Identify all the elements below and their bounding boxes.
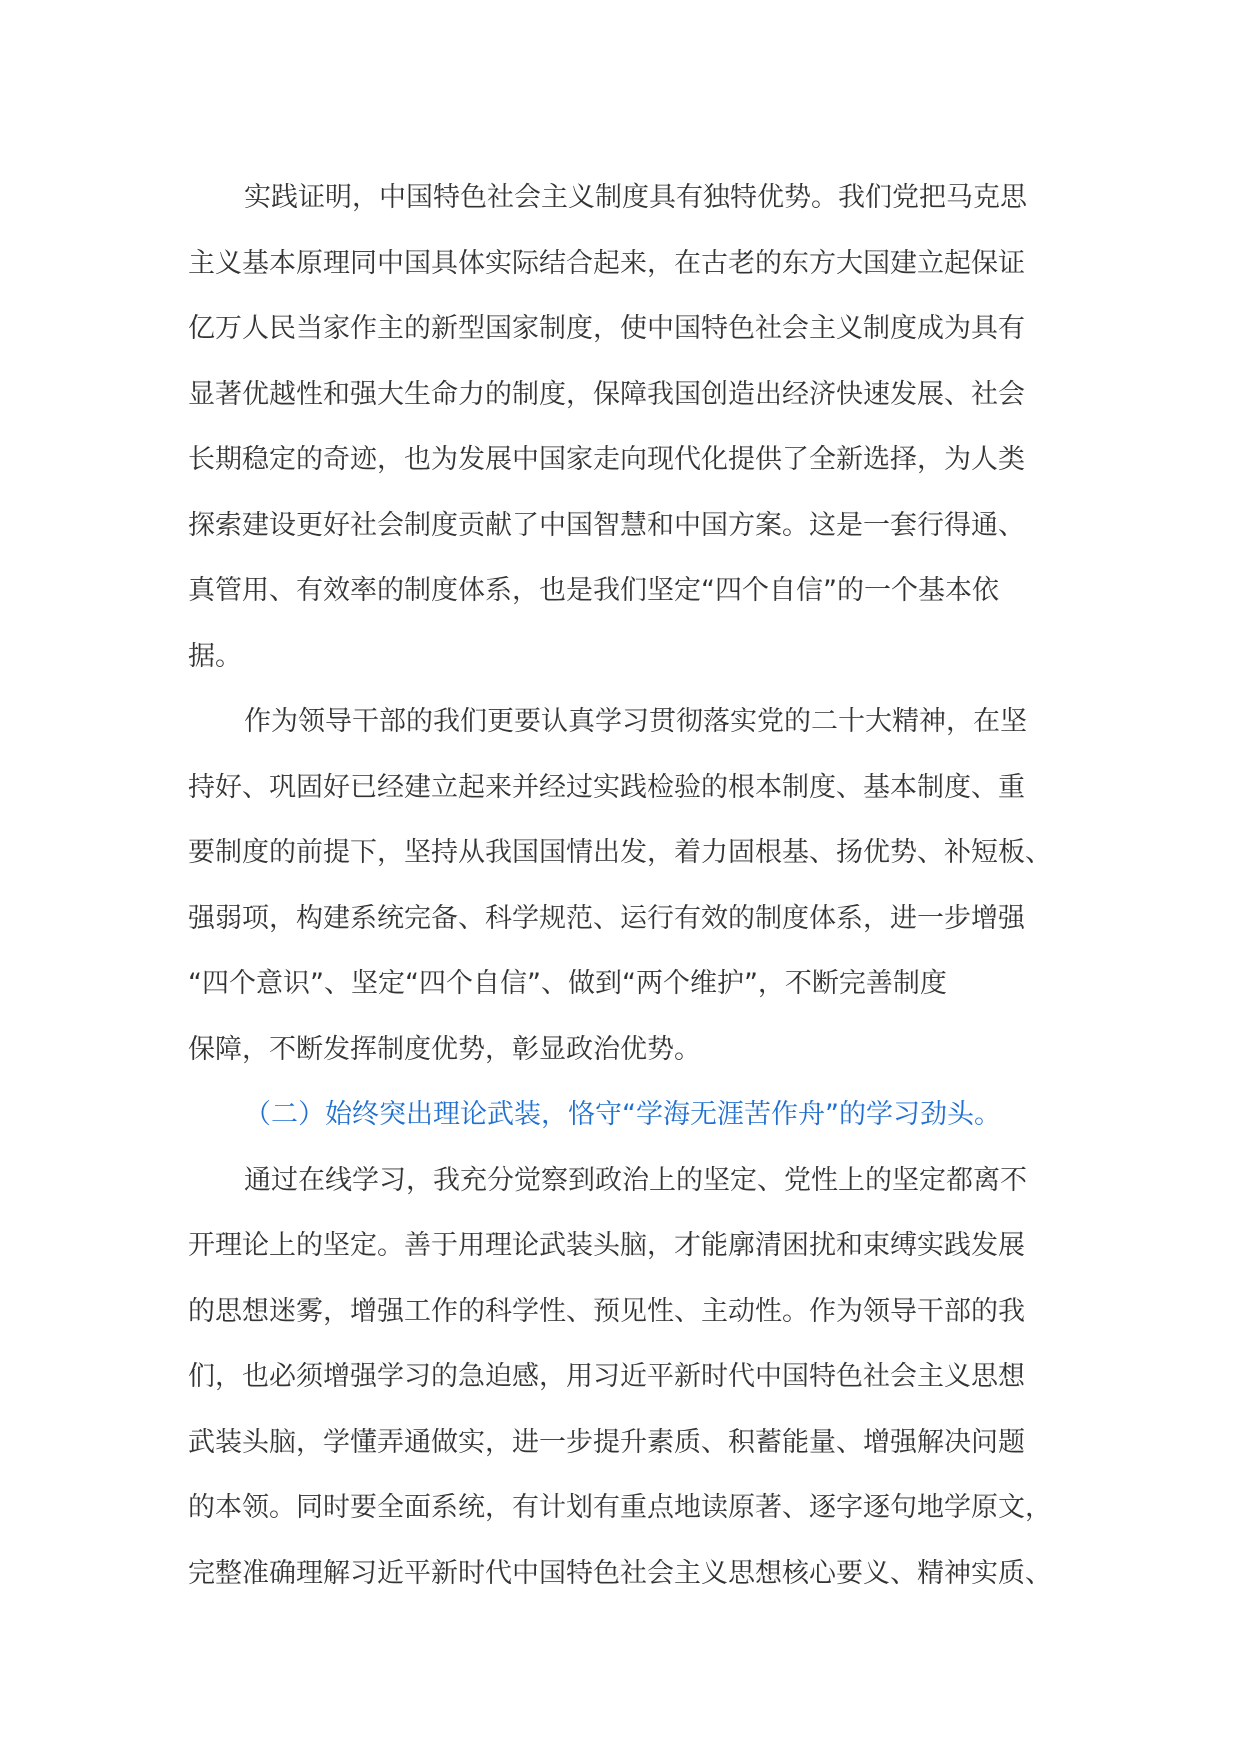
paragraph-line: 亿万人民当家作主的新型国家制度，使中国特色社会主义制度成为具有 <box>188 313 1025 344</box>
paragraph-line: 们，也必须增强学习的急迫感，用习近平新时代中国特色社会主义思想 <box>188 1361 1025 1392</box>
paragraph-line: 长期稳定的奇迹，也为发展中国家走向现代化提供了全新选择，为人类 <box>188 444 1025 475</box>
paragraph-line: 作为领导干部的我们更要认真学习贯彻落实党的二十大精神，在坚 <box>244 706 1027 737</box>
paragraph-line: 主义基本原理同中国具体实际结合起来，在古老的东方大国建立起保证 <box>188 247 1025 279</box>
paragraph-line: 要制度的前提下，坚持从我国国情出发，着力固根基、扬优势、补短板、 <box>188 837 1052 868</box>
paragraph-line: 的思想迷雾，增强工作的科学性、预见性、主动性。作为领导干部的我 <box>188 1295 1025 1327</box>
paragraph-line: 显著优越性和强大生命力的制度，保障我国创造出经济快速发展、社会 <box>188 378 1025 410</box>
paragraph-line: 武装头脑，学懂弄通做实，进一步提升素质、积蓄能量、增强解决问题 <box>188 1426 1025 1458</box>
paragraph-line: 的本领。同时要全面系统，有计划有重点地读原著、逐字逐句地学原文， <box>188 1492 1052 1523</box>
paragraph-line: 真管用、有效率的制度体系，也是我们坚定“四个自信”的一个基本依 <box>188 575 999 606</box>
paragraph-line: 探索建设更好社会制度贡献了中国智慧和中国方案。这是一套行得通、 <box>188 509 1025 541</box>
paragraph-line: 持好、巩固好已经建立起来并经过实践检验的根本制度、基本制度、重 <box>188 771 1025 803</box>
paragraph-line: 据。 <box>188 640 242 672</box>
paragraph-line: 强弱项，构建系统完备、科学规范、运行有效的制度体系，进一步增强 <box>188 902 1025 934</box>
paragraph-line: 保障，不断发挥制度优势，彰显政治优势。 <box>188 1033 701 1065</box>
paragraph-line: 完整准确理解习近平新时代中国特色社会主义思想核心要义、精神实质、 <box>188 1557 1052 1589</box>
document-body <box>188 165 1052 1606</box>
section-heading: （二）始终突出理论武装，恪守“学海无涯苦作舟”的学习劲头。 <box>244 1099 1001 1130</box>
paragraph-line: 开理论上的坚定。善于用理论武装头脑，才能廓清困扰和束缚实践发展 <box>188 1230 1025 1261</box>
paragraph-line: 通过在线学习，我充分觉察到政治上的坚定、党性上的坚定都离不 <box>244 1164 1027 1196</box>
paragraph-line: 实践证明，中国特色社会主义制度具有独特优势。我们党把马克思 <box>244 182 1027 213</box>
paragraph-line: “四个意识”、坚定“四个自信”、做到“两个维护”，不断完善制度 <box>188 968 947 999</box>
